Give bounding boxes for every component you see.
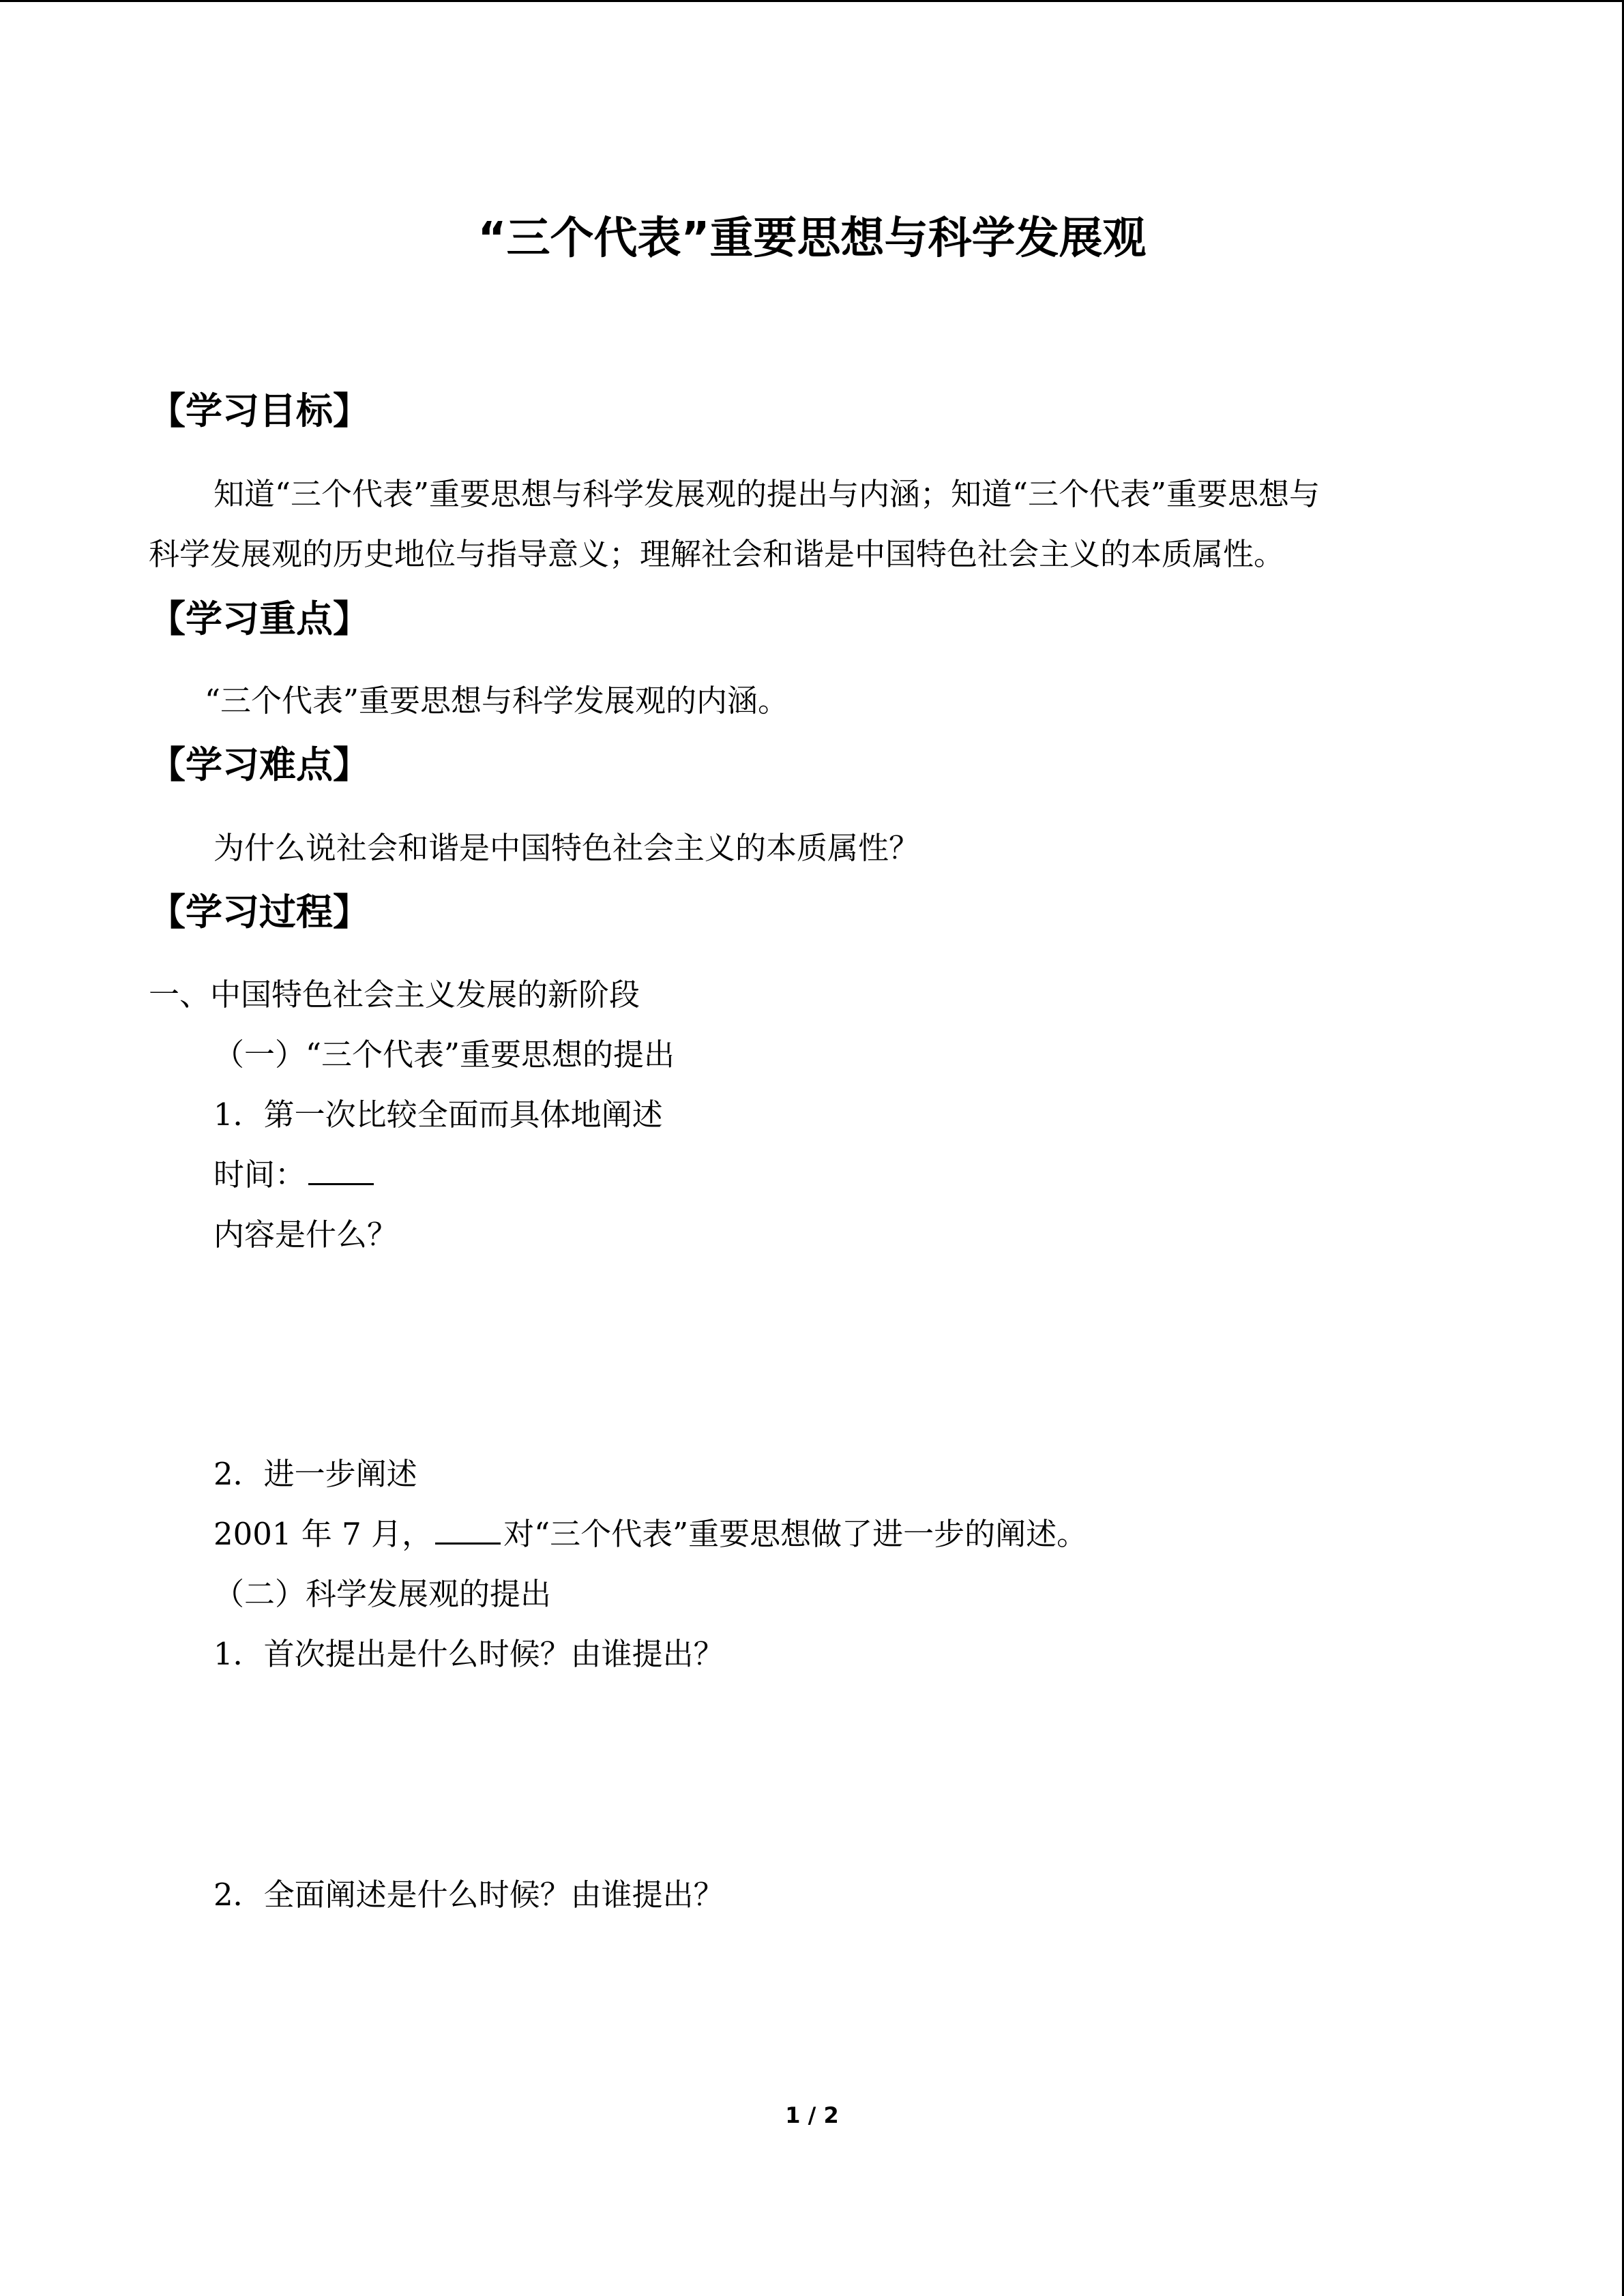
item-2-title: 2．进一步阐述 [213, 1456, 417, 1492]
time-answer-blank[interactable] [308, 1156, 374, 1185]
item-1-title: 1．第一次比较全面而具体地阐述 [213, 1097, 663, 1133]
document-title: “三个代表”重要思想与科学发展观 [477, 213, 1147, 264]
subsection-2-title: （二）科学发展观的提出 [213, 1576, 552, 1612]
subsection-1-title: （一）“三个代表”重要思想的提出 [213, 1037, 675, 1073]
difficulties-heading: 【学习难点】 [149, 743, 370, 786]
further-suffix: 对“三个代表”重要思想做了进一步的阐述。 [503, 1516, 1088, 1552]
content-question: 内容是什么？ [213, 1217, 398, 1253]
process-heading: 【学习过程】 [149, 891, 370, 934]
question-2: 2．全面阐述是什么时候？由谁提出？ [213, 1877, 724, 1913]
page-number: 1 / 2 [785, 2102, 839, 2128]
further-prefix: 2001 年 7 月， [213, 1516, 433, 1552]
objectives-line-1: 知道“三个代表”重要思想与科学发展观的提出与内涵；知道“三个代表”重要思想与 [213, 476, 1320, 512]
objectives-heading: 【学习目标】 [149, 389, 370, 432]
difficulties-text: 为什么说社会和谐是中国特色社会主义的本质属性？ [213, 830, 920, 866]
person-answer-blank[interactable] [435, 1515, 501, 1545]
key-points-text: “三个代表”重要思想与科学发展观的内涵。 [205, 683, 789, 719]
time-line [213, 1153, 377, 1197]
key-points-heading: 【学习重点】 [149, 597, 370, 640]
further-elaboration-line [213, 1512, 1087, 1556]
time-label: 时间： [213, 1157, 306, 1193]
question-1: 1．首次提出是什么时候？由谁提出？ [213, 1636, 724, 1672]
objectives-line-2: 科学发展观的历史地位与指导意义；理解社会和谐是中国特色社会主义的本质属性。 [149, 536, 1285, 572]
section-1-title: 一、中国特色社会主义发展的新阶段 [149, 976, 640, 1013]
